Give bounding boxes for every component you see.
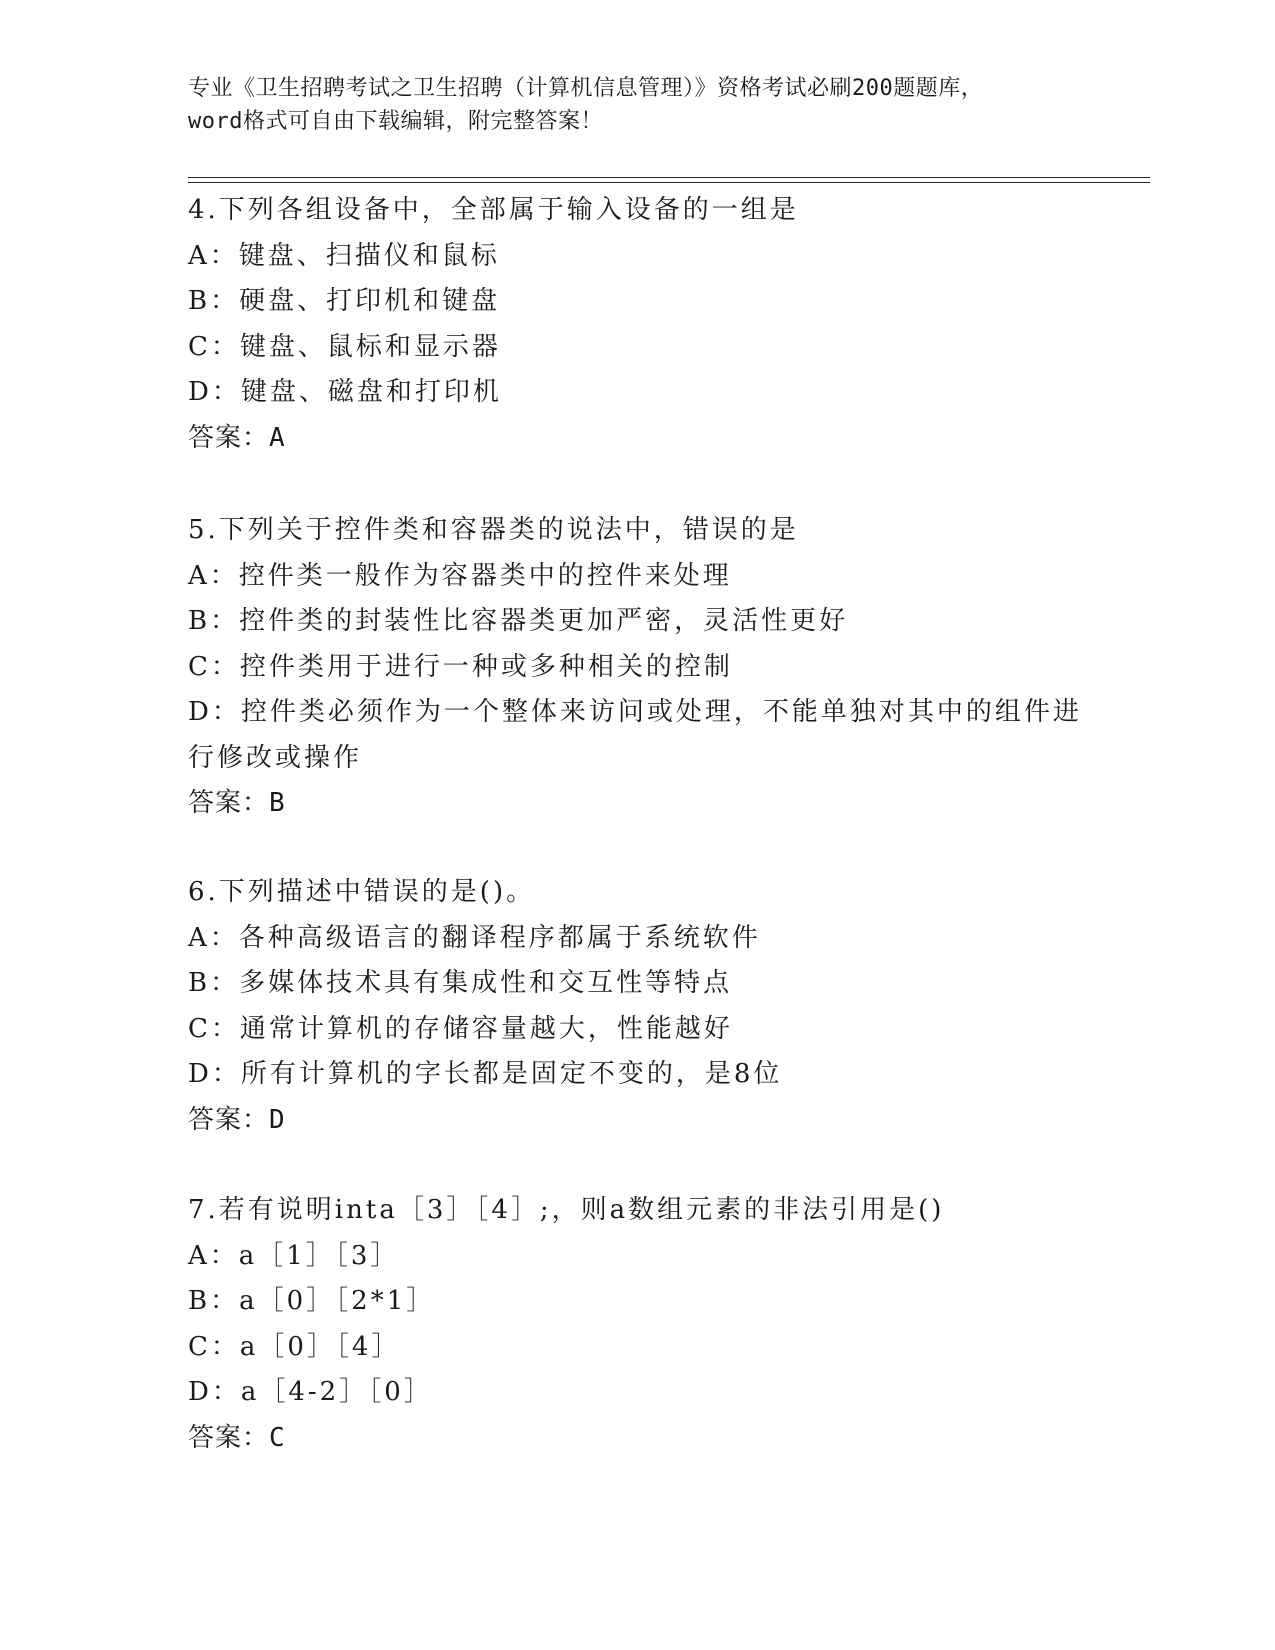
option-c: C：a［0］［4］	[188, 1331, 401, 1362]
option-a: A：a［1］［3］	[188, 1240, 400, 1271]
header-divider-bottom	[188, 182, 1150, 183]
answer-line: 答案：A	[188, 422, 286, 453]
answer-line: 答案：C	[188, 1422, 286, 1453]
option-a: A：键盘、扫描仪和鼠标	[188, 240, 500, 271]
header-line-2: word格式可自由下载编辑，附完整答案！	[188, 109, 603, 134]
question-stem: 6.下列描述中错误的是()。	[188, 877, 536, 907]
option-a: A：控件类一般作为容器类中的控件来处理	[188, 560, 732, 591]
question-4	[188, 188, 1088, 461]
option-c: C：键盘、鼠标和显示器	[188, 331, 501, 362]
document-header	[188, 72, 1088, 138]
question-6	[188, 870, 1088, 1143]
option-b: B：硬盘、打印机和键盘	[188, 286, 501, 316]
header-divider-top	[188, 177, 1150, 178]
option-b: B：a［0］［2*1］	[188, 1286, 436, 1316]
option-d: D：控件类必须作为一个整体来访问或处理，不能单独对其中的组件进	[188, 697, 1082, 727]
option-c: C：控件类用于进行一种或多种相关的控制	[188, 651, 733, 682]
option-c: C：通常计算机的存储容量越大，性能越好	[188, 1013, 733, 1044]
header-line-1: 专业《卫生招聘考试之卫生招聘（计算机信息管理）》资格考试必刷200题题库，	[188, 76, 984, 101]
answer-line: 答案：B	[188, 788, 286, 818]
question-stem: 4.下列各组设备中，全部属于输入设备的一组是	[188, 195, 799, 225]
answer-line: 答案：D	[188, 1104, 286, 1135]
option-d: D：所有计算机的字长都是固定不变的，是8位	[188, 1059, 783, 1089]
question-stem: 5.下列关于控件类和容器类的说法中，错误的是	[188, 515, 799, 545]
question-7	[188, 1188, 1088, 1461]
question-stem: 7.若有说明inta［3］［4］;，则a数组元素的非法引用是()	[188, 1195, 945, 1225]
option-a: A：各种高级语言的翻译程序都属于系统软件	[188, 922, 761, 953]
question-5	[188, 508, 1088, 827]
option-b: B：控件类的封装性比容器类更加严密，灵活性更好	[188, 606, 849, 636]
option-d: D：a［4-2］［0］	[188, 1377, 433, 1407]
option-b: B：多媒体技术具有集成性和交互性等特点	[188, 968, 733, 998]
option-d-continuation: 行修改或操作	[188, 742, 363, 773]
option-d: D：键盘、磁盘和打印机	[188, 377, 502, 407]
